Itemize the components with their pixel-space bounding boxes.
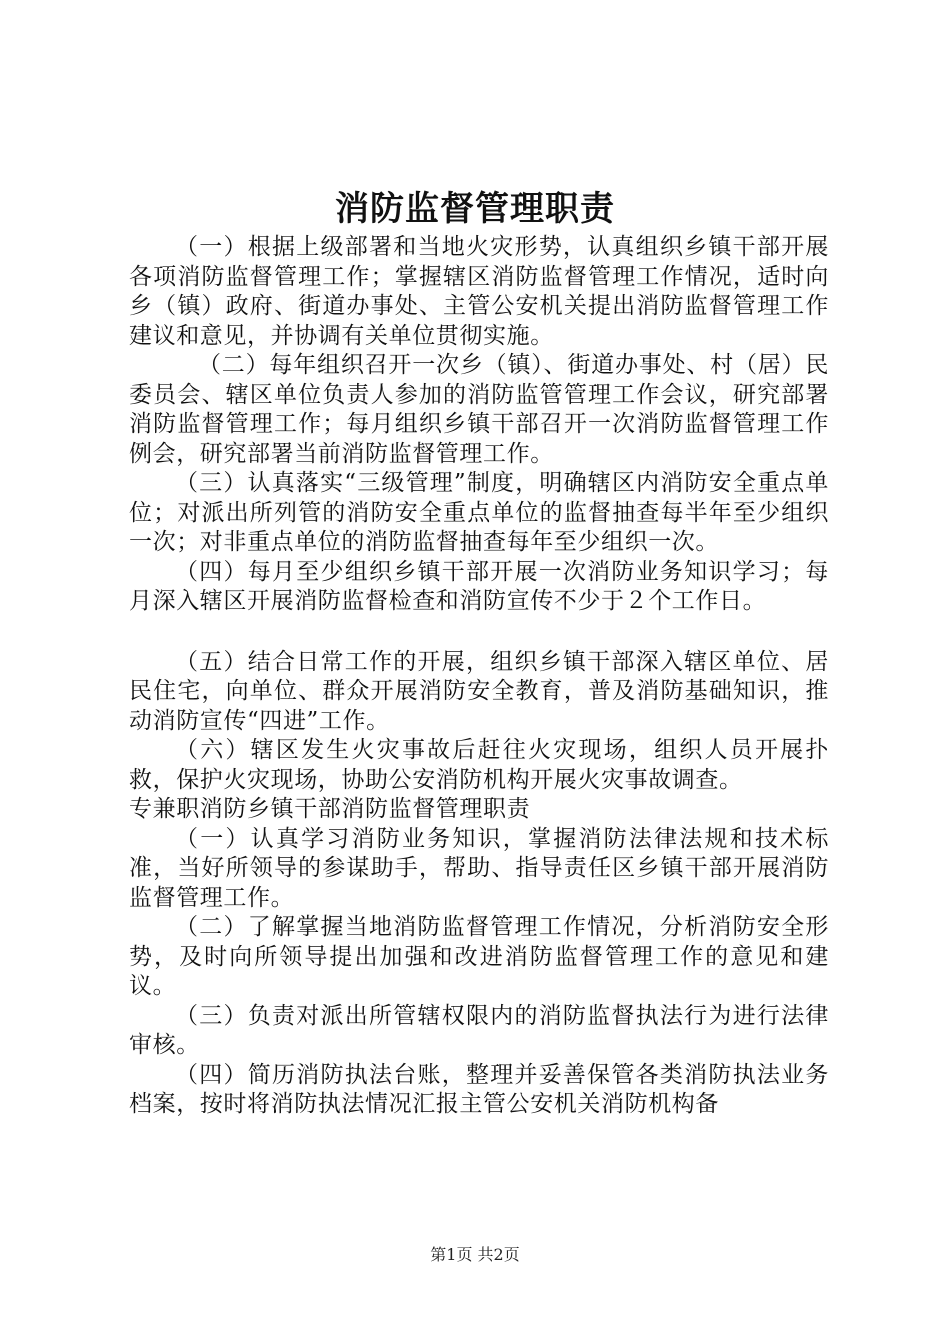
paragraph-4: （四）每月至少组织乡镇干部开展一次消防业务知识学习；每月深入辖区开展消防监督检查和消防宣传不少于２个工作日。 [129,558,829,614]
document-title: 消防监督管理职责 [335,189,615,229]
paragraph-9: （三）负责对派出所管辖权限内的消防监督执法行为进行法律审核。 [129,1002,829,1058]
paragraph-8: （二）了解掌握当地消防监督管理工作情况，分析消防安全形势，及时向所领导提出加强和改进消防监督管理工作的意见和建议。 [129,914,829,999]
paragraph-2: （二）每年组织召开一次乡（镇）、街道办事处、村（居）民委员会、辖区单位负责人参加的消防监管管理工作会议，研究部署消防监督管理工作；每月组织乡镇干部召开一次消防监督管理工作例会，研究部署当前消防监督管理工作。 [129,352,829,467]
paragraph-7: （一）认真学习消防业务知识，掌握消防法律法规和技术标准，当好所领导的参谋助手，帮助、指导责任区乡镇干部开展消防监督管理工作。 [129,825,829,911]
paragraph-3: （三）认真落实“三级管理”制度，明确辖区内消防安全重点单位；对派出所列管的消防安全重点单位的监督抽查每半年至少组织一次；对非重点单位的消防监督抽查每年至少组织一次。 [129,470,829,555]
document-body [129,233,829,1120]
section-heading: 专兼职消防乡镇干部消防监督管理职责 [129,796,531,822]
paragraph-1: （一）根据上级部署和当地火灾形势，认真组织乡镇干部开展各项消防监督管理工作；掌握辖区消防监督管理工作情况，适时向乡（镇）政府、街道办事处、主管公安机关提出消防监督管理工作建议和意见，并协调有关单位贯彻实施。 [129,234,829,349]
page-footer: 第1页 共2页 [430,1245,520,1264]
paragraph-10: （四）简历消防执法台账，整理并妥善保管各类消防执法业务档案，按时将消防执法情况汇报主管公安机关消防机构备 [129,1061,829,1117]
paragraph-6: （六）辖区发生火灾事故后赶往火灾现场，组织人员开展扑救，保护火灾现场，协助公安消防机构开展火灾事故调查。 [129,737,829,793]
paragraph-5: （五）结合日常工作的开展，组织乡镇干部深入辖区单位、居民住宅，向单位、群众开展消防安全教育，普及消防基础知识，推动消防宣传“四进”工作。 [129,648,829,734]
